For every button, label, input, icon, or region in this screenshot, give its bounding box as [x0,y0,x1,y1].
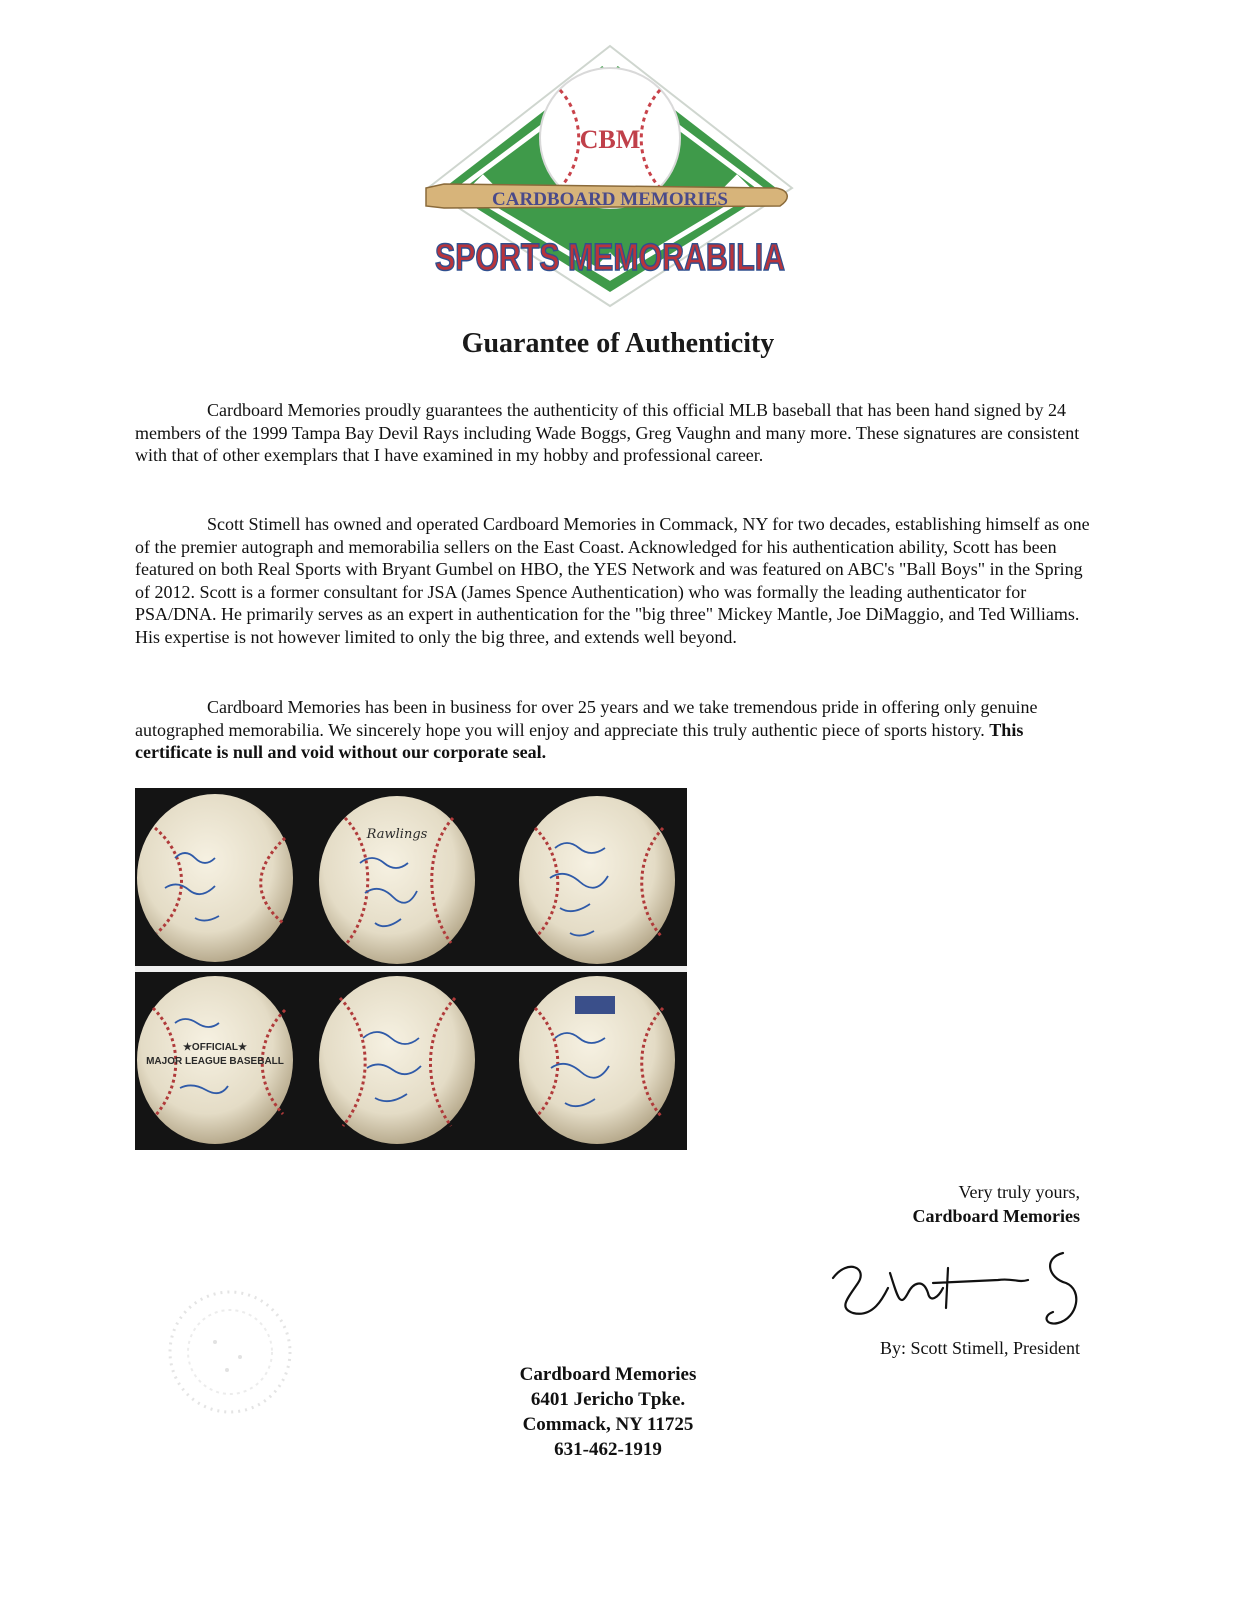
address-phone: 631-462-1919 [554,1439,662,1460]
ball-league-line: MAJOR LEAGUE BASEBALL [146,1056,284,1067]
paragraph-guarantee: Cardboard Memories proudly guarantees the authenticity of this official MLB baseball that has been hand signed by 24 members of the 1999 Tampa Bay Devil Rays including Wade Boggs, Greg Vaughn and many more. These signatures are consistent with that of other exemplars that I have examined in my hobby and professional career. [135,400,1080,465]
signed-baseballs-photo [135,788,687,1150]
salutation: Very truly yours, [958,1182,1080,1202]
baseball-4 [137,976,293,1144]
ball-official-line: ★OFFICIAL★ [182,1042,248,1053]
baseball-1 [137,794,293,962]
cbm-logo [420,38,800,318]
logo-bat-text: CARDBOARD MEMORIES [492,189,728,210]
baseball-2 [319,796,475,964]
address-company: Cardboard Memories [519,1364,697,1385]
closing-company: Cardboard Memories [912,1206,1080,1226]
paragraph-business [135,696,1095,764]
baseball-3 [519,796,675,964]
seal-notice: This certificate is null and void without our corporate seal. [135,719,1024,762]
address-city: Commack, NY 11725 [522,1414,694,1435]
document-title: Guarantee of Authenticity [461,328,775,359]
baseball-6 [519,976,675,1144]
logo-initials: CBM [579,125,641,154]
ball-brand-stamp: Rawlings [366,827,428,842]
signature [828,1238,1088,1338]
address-street: 6401 Jericho Tpke. [530,1389,686,1410]
logo-banner-text: SPORTS MEMORABILIA [435,237,785,279]
paragraph-about-scott: Scott Stimell has owned and operated Cardboard Memories in Commack, NY for two decades, establishing himself as one of the premier autograph and memorabilia sellers on the East Coast. Acknowledged for his authentication ability, Scott has been featured on both Real Sports with Bryant Gumbel on HBO, the YES Network and was featured on ABC's "Ball Boys" in the Spring of 2012. Scott is a former consultant for JSA (James Spence Authentication) who was formally the leading authenticator for PSA/DNA. He primarily serves as an expert in authentication for the "big three" Mickey Mantle, Joe DiMaggio, and Ted Williams. His expertise is not however limited to only the big three, and extends well beyond. [135,514,1090,647]
baseball-5 [319,976,475,1144]
paragraph-business-text: Cardboard Memories has been in business for over 25 years and we take tremendous pride in offering only genuine autographed memorabilia. We sincerely hope you will enjoy and appreciate this truly authentic piece of sports history. [135,697,1038,740]
signature-byline: By: Scott Stimell, President [879,1338,1080,1358]
